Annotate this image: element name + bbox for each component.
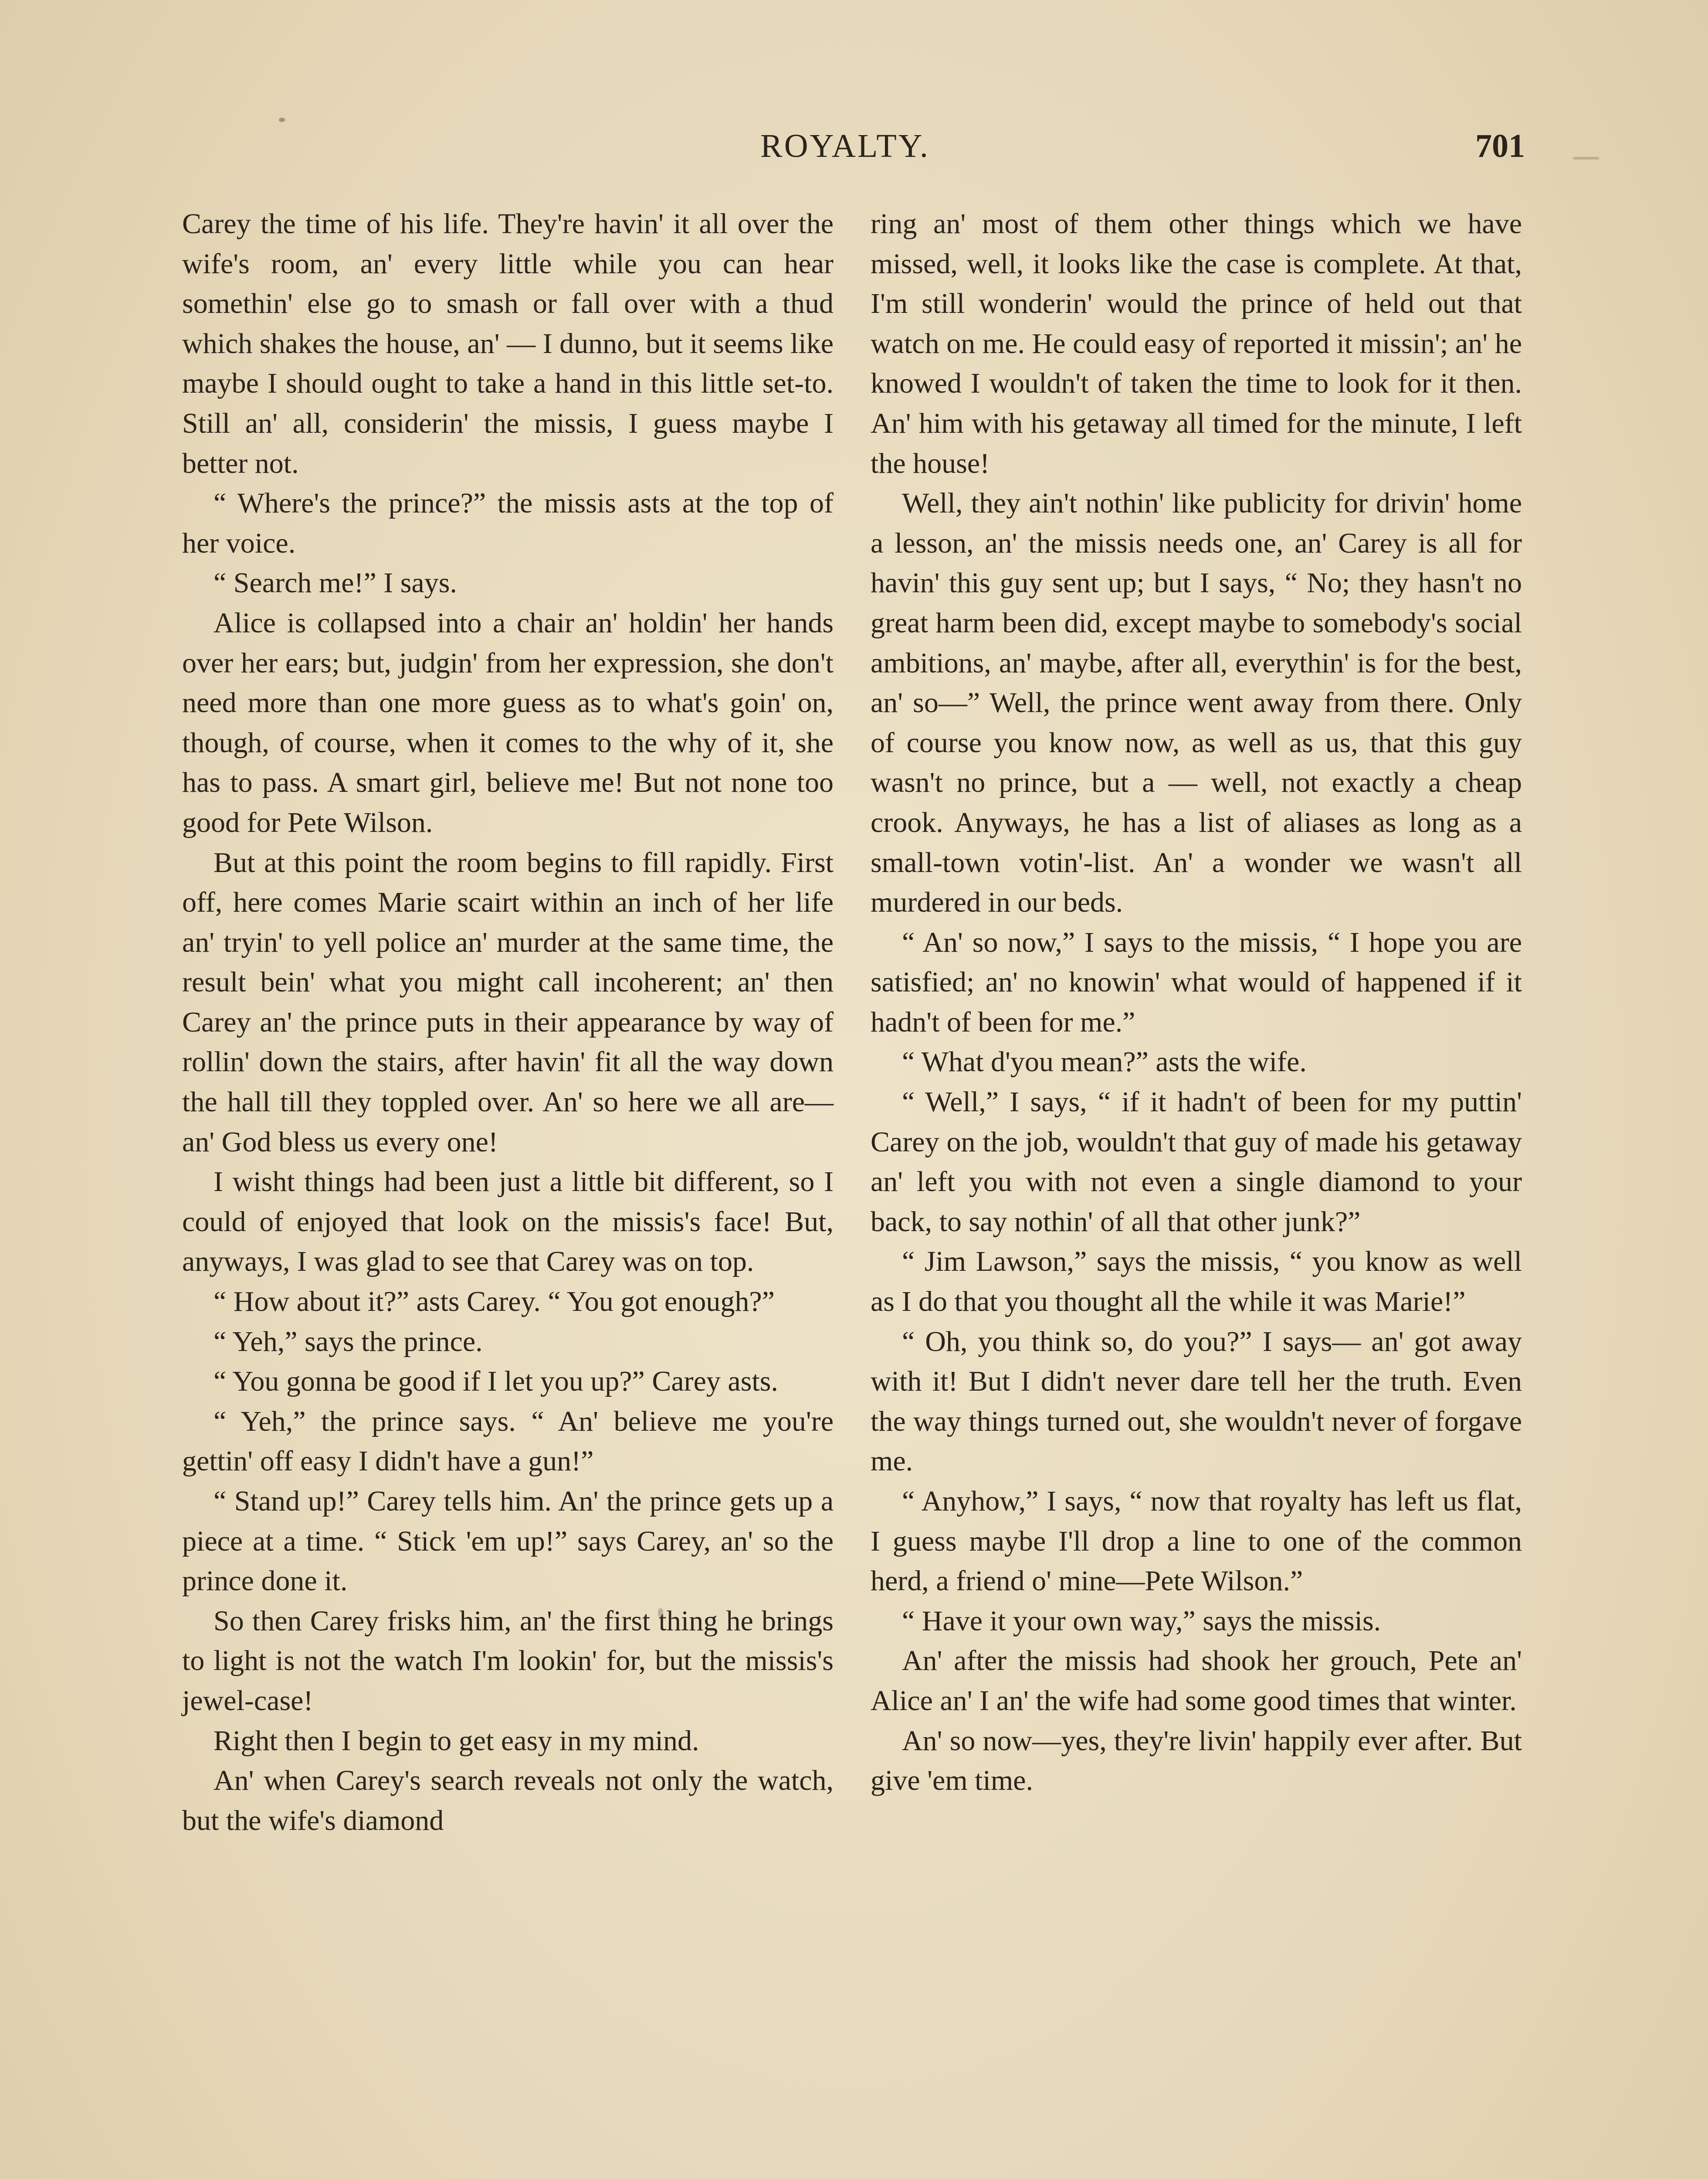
paragraph: “ Well,” I says, “ if it hadn't of been for my puttin' Carey on the job, wouldn't that guy of made his getaway an' left you with not even a single diamond to your back, to say nothin' of all that other junk?” — [871, 1086, 1522, 1238]
right-column — [871, 204, 1522, 1801]
paragraph: “ How about it?” asts Carey. “ You got enough?” — [214, 1286, 775, 1318]
paper-speck — [279, 118, 285, 122]
paragraph: “ Oh, you think so, do you?” I says— an' got away with it! But I didn't never dare tell her the truth. Even the way things turned out, she wouldn't never of forgave me. — [871, 1325, 1522, 1477]
paragraph: Right then I begin to get easy in my mind. — [214, 1724, 699, 1757]
paragraph: “ Have it your own way,” says the missis. — [902, 1605, 1381, 1637]
paragraph: An' after the missis had shook her grouch, Pete an' Alice an' I an' the wife had some good times that winter. — [871, 1645, 1522, 1717]
paragraph: Carey the time of his life. They're havin' it all over the wife's room, an' every little while you can hear somethin' else go to smash or fall over with a thud which shakes the house, an' — I dunno, but it seems like maybe I should ought to take a hand in this little set-to. Still an' all, considerin' the missis, I guess maybe I better not. — [182, 208, 834, 479]
paragraph: “ Yeh,” the prince says. “ An' believe me you're gettin' off easy I didn't have a gun!” — [182, 1405, 834, 1477]
paragraph: “ Anyhow,” I says, “ now that royalty has left us flat, I guess maybe I'll drop a line to one of the common herd, a friend o' mine—Pete Wilson.” — [871, 1485, 1522, 1597]
page-number: 701 — [1475, 128, 1525, 164]
paragraph: But at this point the room begins to fill rapidly. First off, here comes Marie scairt within an inch of her life an' tryin' to yell police an' murder at the same time, the result bein' what you might call incoherent; an' then Carey an' the prince puts in their appearance by way of rollin' down the stairs, after havin' fit all the way down the hall till they toppled over. An' so here we all are—an' God bless us every one! — [182, 846, 834, 1158]
running-head — [0, 124, 1708, 176]
paragraph: Well, they ain't nothin' like publicity for drivin' home a lesson, an' the missis needs one, an' Carey is all for havin' this guy sent up; but I says, “ No; they hasn't no great harm been did, except maybe to somebody's social ambitions, an' maybe, after all, everythin' is for the best, an' so—” Well, the prince went away from there. Only of course you know now, as well as us, that this guy wasn't no prince, but a — well, not exactly a cheap crook. Anyways, he has a list of aliases as long as a small-town votin'-list. An' a wonder we wasn't all murdered in our beds. — [871, 487, 1522, 919]
paragraph: An' when Carey's search reveals not only the watch, but the wife's diamond — [182, 1765, 834, 1836]
paragraph: “ Where's the prince?” the missis asts at the top of her voice. — [182, 487, 834, 559]
paragraph: “ You gonna be good if I let you up?” Carey asts. — [214, 1365, 778, 1398]
paragraph: “ Stand up!” Carey tells him. An' the prince gets up a piece at a time. “ Stick 'em up!” says Carey, an' so the prince done it. — [182, 1485, 834, 1597]
paragraph: An' so now—yes, they're livin' happily ever after. But give 'em time. — [871, 1724, 1522, 1797]
paragraph: ring an' most of them other things which we have missed, well, it looks like the case is complete. At that, I'm still wonderin' would the prince of held out that watch on me. He could easy of reported it missin'; an' he knowed I wouldn't of taken the time to look for it then. An' him with his getaway all timed for the minute, I left the house! — [871, 208, 1522, 479]
paper-speck — [1573, 157, 1599, 160]
left-column — [182, 204, 834, 1840]
running-title: ROYALTY. — [760, 128, 930, 164]
paragraph: “ Jim Lawson,” says the missis, “ you know as well as I do that you thought all the while it was Marie!” — [871, 1246, 1522, 1318]
paragraph: “ An' so now,” I says to the missis, “ I hope you are satisfied; an' no knowin' what would of happened if it hadn't of been for me.” — [871, 926, 1522, 1038]
paragraph: I wisht things had been just a little bit different, so I could of enjoyed that look on the missis's face! But, anyways, I was glad to see that Carey was on top. — [182, 1166, 834, 1278]
paragraph: “ What d'you mean?” asts the wife. — [902, 1046, 1307, 1078]
paragraph: “ Yeh,” says the prince. — [214, 1325, 483, 1358]
paper-speck — [658, 1608, 663, 1618]
paragraph: Alice is collapsed into a chair an' holdin' her hands over her ears; but, judgin' from her expression, she don't need more than one more guess as to what's goin' on, though, of course, when it comes to the why of it, she has to pass. A smart girl, believe me! But not none too good for Pete Wilson. — [182, 607, 834, 838]
paragraph: So then Carey frisks him, an' the first thing he brings to light is not the watch I'm lookin' for, but the missis's jewel-case! — [182, 1605, 834, 1717]
paragraph: “ Search me!” I says. — [214, 567, 457, 599]
